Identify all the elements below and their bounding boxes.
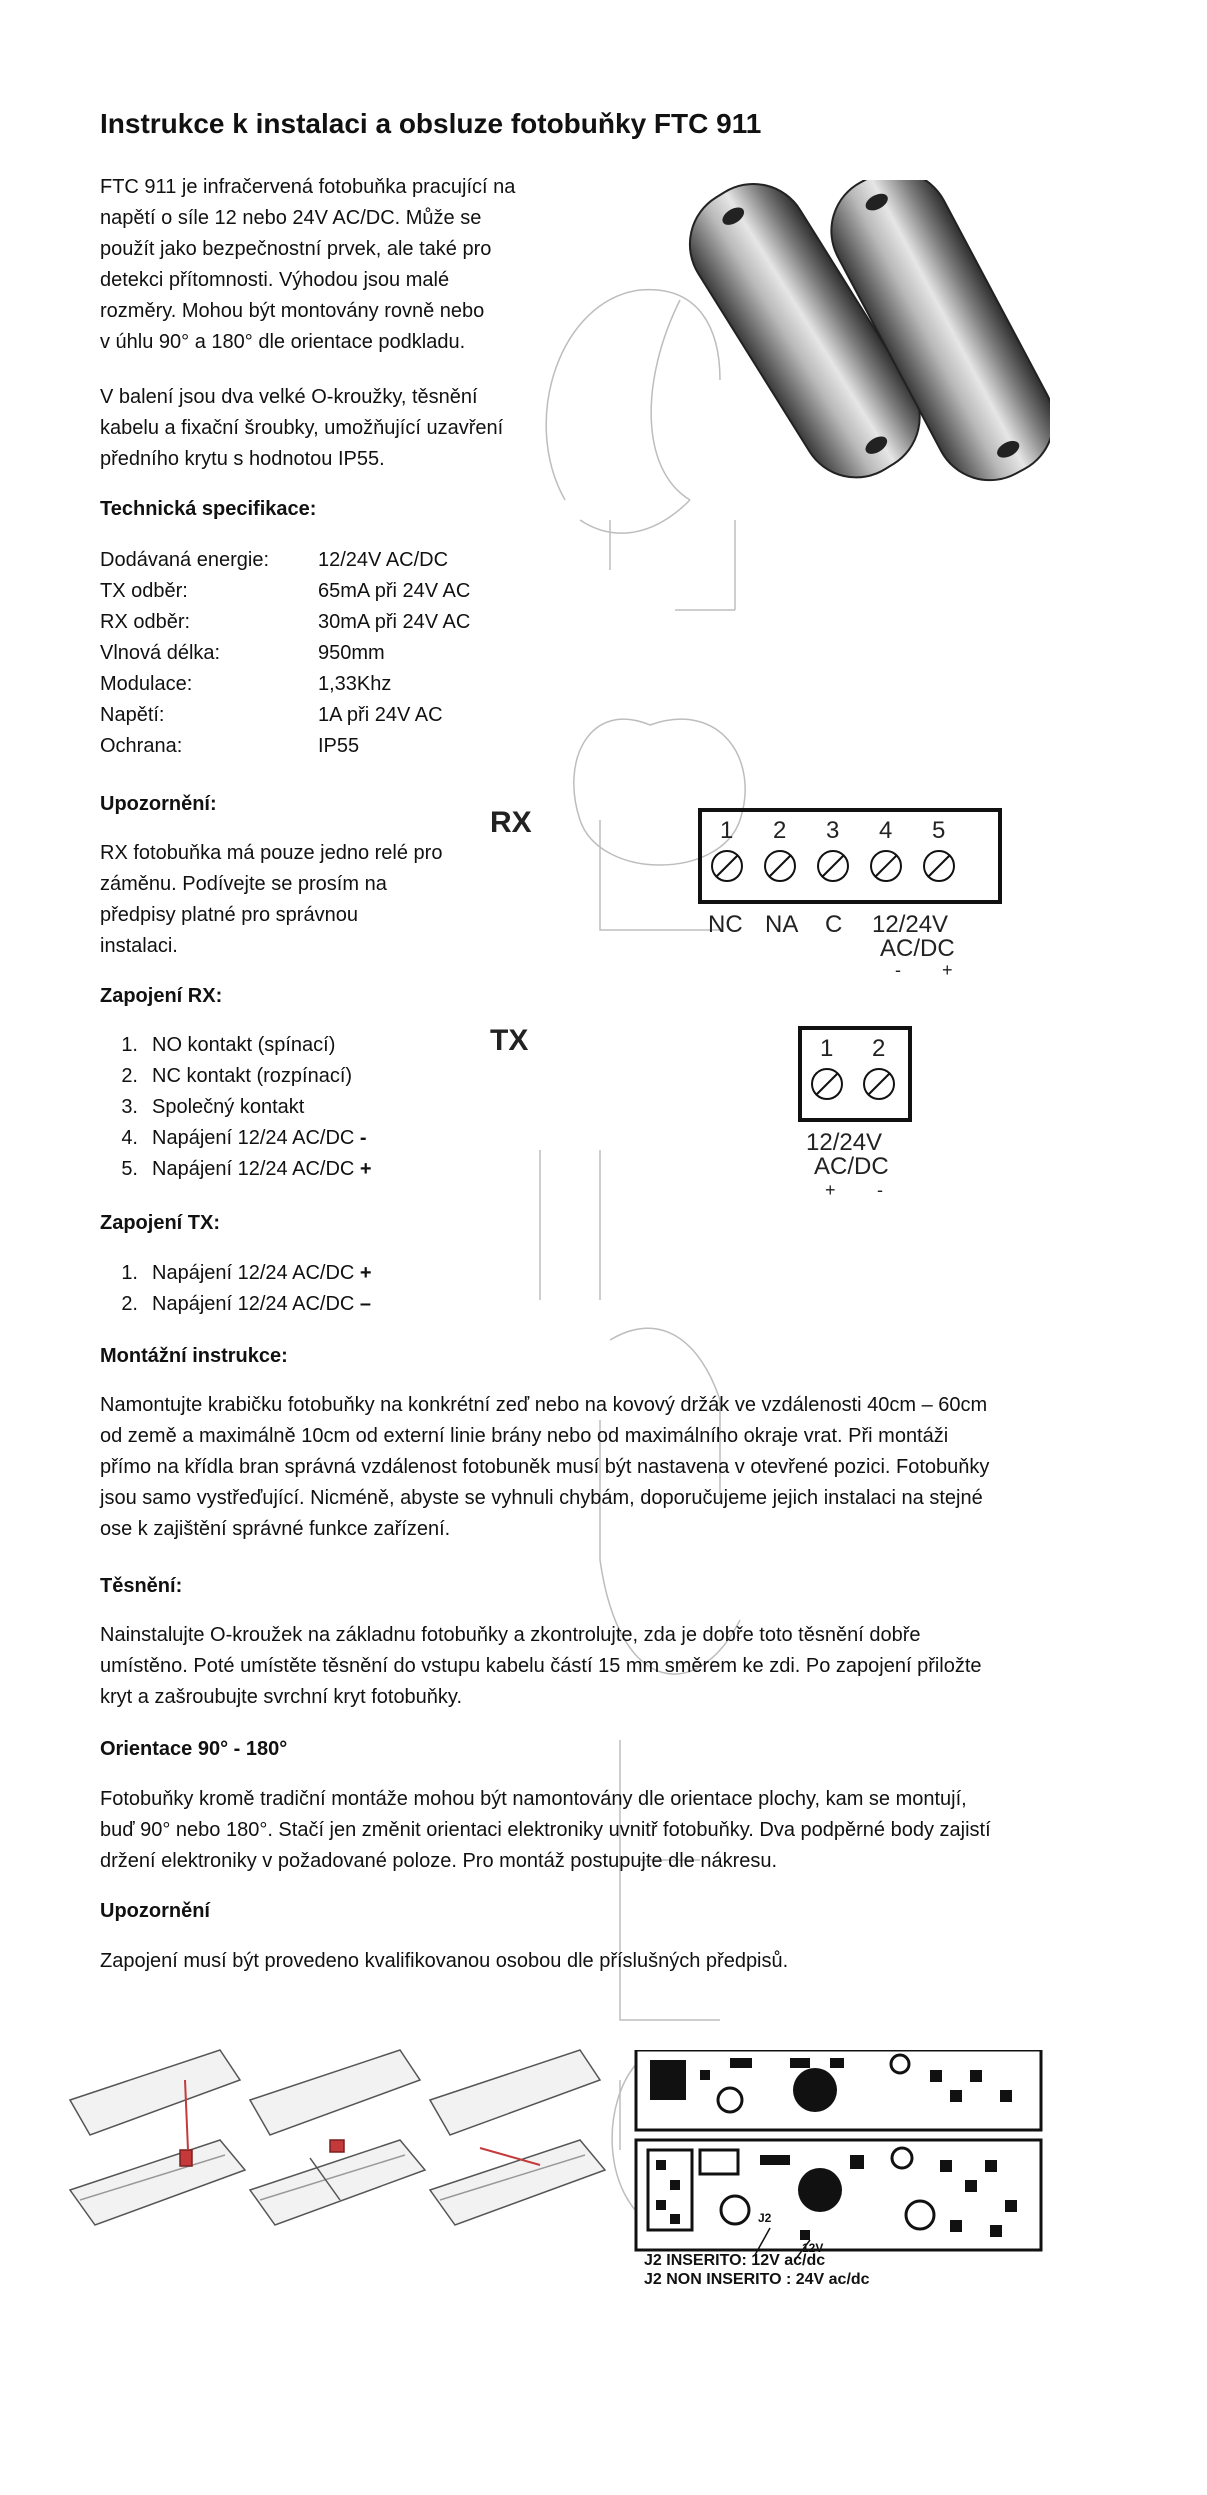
seal-line: kryt a zašroubujte svrchní kryt fotobuňky. bbox=[100, 1686, 463, 1708]
intro-line: použít jako bezpečnostní prvek, ale také pro bbox=[100, 238, 492, 260]
orient-line: Fotobuňky kromě tradiční montáže mohou být namontovány dle orientace plochy, kam se montují, bbox=[100, 1788, 967, 1810]
terminal-number: 4 bbox=[879, 817, 893, 844]
spec-label: RX odběr: bbox=[100, 611, 191, 633]
mount-line: ose k zajištění správné funkce zařízení. bbox=[100, 1518, 451, 1540]
seal-line: Nainstalujte O-kroužek na základnu fotobuňky a zkontrolujte, zda je dobře toto těsnění dobře bbox=[100, 1624, 921, 1646]
spec-value: 30mA při 24V AC bbox=[318, 611, 471, 633]
spec-value: IP55 bbox=[318, 735, 360, 757]
list-item: 4. Napájení 12/24 AC/DC - bbox=[121, 1127, 367, 1149]
rx-label-nc: NC bbox=[708, 911, 743, 938]
spec-value: 950mm bbox=[318, 642, 385, 664]
rx-polarity-plus: + bbox=[942, 960, 953, 980]
list-item: 1. Napájení 12/24 AC/DC + bbox=[121, 1262, 372, 1284]
mount-line: jsou samo vystřeďující. Nicméně, abyste se vyhnuli chybám, doporučujeme jejich instalaci na stejné bbox=[100, 1487, 983, 1509]
tx-label-acdc: AC/DC bbox=[814, 1153, 889, 1180]
spec-row bbox=[100, 700, 443, 731]
list-item: 1. NO kontakt (spínací) bbox=[121, 1034, 336, 1056]
rx-label-c: C bbox=[825, 911, 843, 938]
spec-row bbox=[100, 607, 470, 638]
intro-paragraph bbox=[100, 172, 550, 358]
rx-label-voltage: 12/24V bbox=[872, 911, 949, 938]
terminal-number: 1 bbox=[720, 817, 734, 844]
orient-line: buď 90° nebo 180°. Stačí jen změnit orientaci elektroniky uvnitř fotobuňky. Dva podpěrné body zajistí bbox=[100, 1819, 991, 1841]
orient-paragraph bbox=[100, 1784, 1140, 1877]
rx-label-na: NA bbox=[765, 911, 799, 938]
warning-heading: Upozornění: bbox=[100, 793, 217, 815]
warning-paragraph bbox=[100, 838, 500, 962]
page-title: Instrukce k instalaci a obsluze fotobuňky FTC 911 bbox=[100, 108, 762, 139]
orientation-illustration bbox=[60, 2040, 620, 2270]
final-warning-text: Zapojení musí být provedeno kvalifikovanou osobou dle příslušných předpisů. bbox=[100, 1950, 789, 1972]
rx-heading: Zapojení RX: bbox=[100, 985, 223, 1007]
spec-row bbox=[100, 576, 470, 607]
tx-polarity-plus: + bbox=[825, 1180, 836, 1200]
photocell-photo bbox=[570, 180, 1050, 540]
terminal-number: 3 bbox=[826, 817, 840, 844]
pcb-label-j2: J2 bbox=[758, 2211, 772, 2225]
list-item: 2. NC kontakt (rozpínací) bbox=[121, 1065, 353, 1087]
intro-line: rozměry. Mohou být montovány rovně nebo bbox=[100, 300, 485, 322]
intro-line: FTC 911 je infračervená fotobuňka pracující na bbox=[100, 176, 516, 198]
pcb-note: J2 NON INSERITO : 24V ac/dc bbox=[644, 2271, 870, 2288]
rx-polarity-minus: - bbox=[895, 960, 901, 980]
mount-paragraph bbox=[100, 1390, 1120, 1545]
pcb-illustration bbox=[620, 2050, 1060, 2290]
warning-line: instalaci. bbox=[100, 935, 178, 957]
intro-line: detekci přítomnosti. Výhodou jsou malé bbox=[100, 269, 450, 291]
spec-row bbox=[100, 669, 391, 700]
spec-heading: Technická specifikace: bbox=[100, 498, 317, 520]
tx-diagram-label: TX bbox=[490, 1024, 529, 1057]
seal-paragraph bbox=[100, 1620, 1120, 1713]
spec-value: 1,33Khz bbox=[318, 673, 392, 695]
spec-value: 1A při 24V AC bbox=[318, 704, 443, 726]
terminal-number: 2 bbox=[872, 1035, 886, 1062]
package-line: V balení jsou dva velké O-kroužky, těsnění bbox=[100, 386, 478, 408]
rx-diagram-label: RX bbox=[490, 806, 532, 839]
tx-label-voltage: 12/24V bbox=[806, 1129, 883, 1156]
package-line: předního krytu s hodnotou IP55. bbox=[100, 448, 385, 470]
spec-row bbox=[100, 638, 385, 669]
terminal-number: 2 bbox=[773, 817, 787, 844]
rx-terminals bbox=[712, 817, 954, 881]
warning-line: záměnu. Podívejte se prosím na bbox=[100, 873, 387, 895]
orient-heading: Orientace 90° - 180° bbox=[100, 1738, 288, 1760]
package-line: kabelu a fixační šroubky, umožňující uzavření bbox=[100, 417, 504, 439]
warning-line: předpisy platné pro správnou bbox=[100, 904, 358, 926]
mount-line: Namontujte krabičku fotobuňky na konkrétní zeď nebo na kovový držák ve vzdálenosti 40cm – 60cm bbox=[100, 1394, 988, 1416]
rx-label-acdc: AC/DC bbox=[880, 935, 955, 962]
spec-label: Napětí: bbox=[100, 704, 165, 726]
spec-label: Ochrana: bbox=[100, 735, 183, 757]
warning-line: RX fotobuňka má pouze jedno relé pro bbox=[100, 842, 443, 864]
tx-terminal-diagram bbox=[480, 1010, 980, 1200]
intro-line: napětí o síle 12 nebo 24V AC/DC. Může se bbox=[100, 207, 482, 229]
terminal-number: 5 bbox=[932, 817, 946, 844]
spec-value: 12/24V AC/DC bbox=[318, 549, 449, 571]
final-warning-heading: Upozornění bbox=[100, 1900, 210, 1922]
spec-label: Vlnová délka: bbox=[100, 642, 221, 664]
tx-list bbox=[98, 1258, 372, 1320]
package-paragraph bbox=[100, 382, 580, 475]
list-item: 5. Napájení 12/24 AC/DC + bbox=[121, 1158, 372, 1180]
tx-heading: Zapojení TX: bbox=[100, 1212, 220, 1234]
mount-heading: Montážní instrukce: bbox=[100, 1345, 288, 1367]
spec-label: Dodávaná energie: bbox=[100, 549, 270, 571]
intro-line: v úhlu 90° a 180° dle orientace podkladu. bbox=[100, 331, 466, 353]
mount-line: přímo na křídla bran správná vzdálenost fotobuněk musí být nastavena v otevřené pozici. Fotobuňky bbox=[100, 1456, 990, 1478]
spec-row bbox=[100, 731, 359, 762]
spec-row bbox=[100, 545, 448, 576]
mount-line: od země a maximálně 10cm od externí linie brány nebo od maximálního okraje vrat. Při montáži bbox=[100, 1425, 949, 1447]
seal-line: umístěno. Poté umístěte těsnění do vstupu kabelu částí 15 mm směrem ke zdi. Po zapojení přiložte bbox=[100, 1655, 982, 1677]
spec-value: 65mA při 24V AC bbox=[318, 580, 471, 602]
rx-terminal-diagram bbox=[480, 790, 1040, 980]
terminal-number: 1 bbox=[820, 1035, 834, 1062]
spec-label: TX odběr: bbox=[100, 580, 188, 602]
orient-line: držení elektroniky v požadované poloze. Pro montáž postupujte dle nákresu. bbox=[100, 1850, 778, 1872]
list-item: 3. Společný kontakt bbox=[121, 1096, 305, 1118]
spec-label: Modulace: bbox=[100, 673, 193, 695]
pcb-label-12v: 12V bbox=[802, 2241, 824, 2255]
seal-heading: Těsnění: bbox=[100, 1575, 183, 1597]
tx-polarity-minus: - bbox=[877, 1180, 883, 1200]
pcb-note: J2 INSERITO: 12V ac/dc bbox=[644, 2252, 826, 2269]
list-item: 2. Napájení 12/24 AC/DC – bbox=[121, 1293, 372, 1315]
rx-list bbox=[98, 1030, 372, 1185]
